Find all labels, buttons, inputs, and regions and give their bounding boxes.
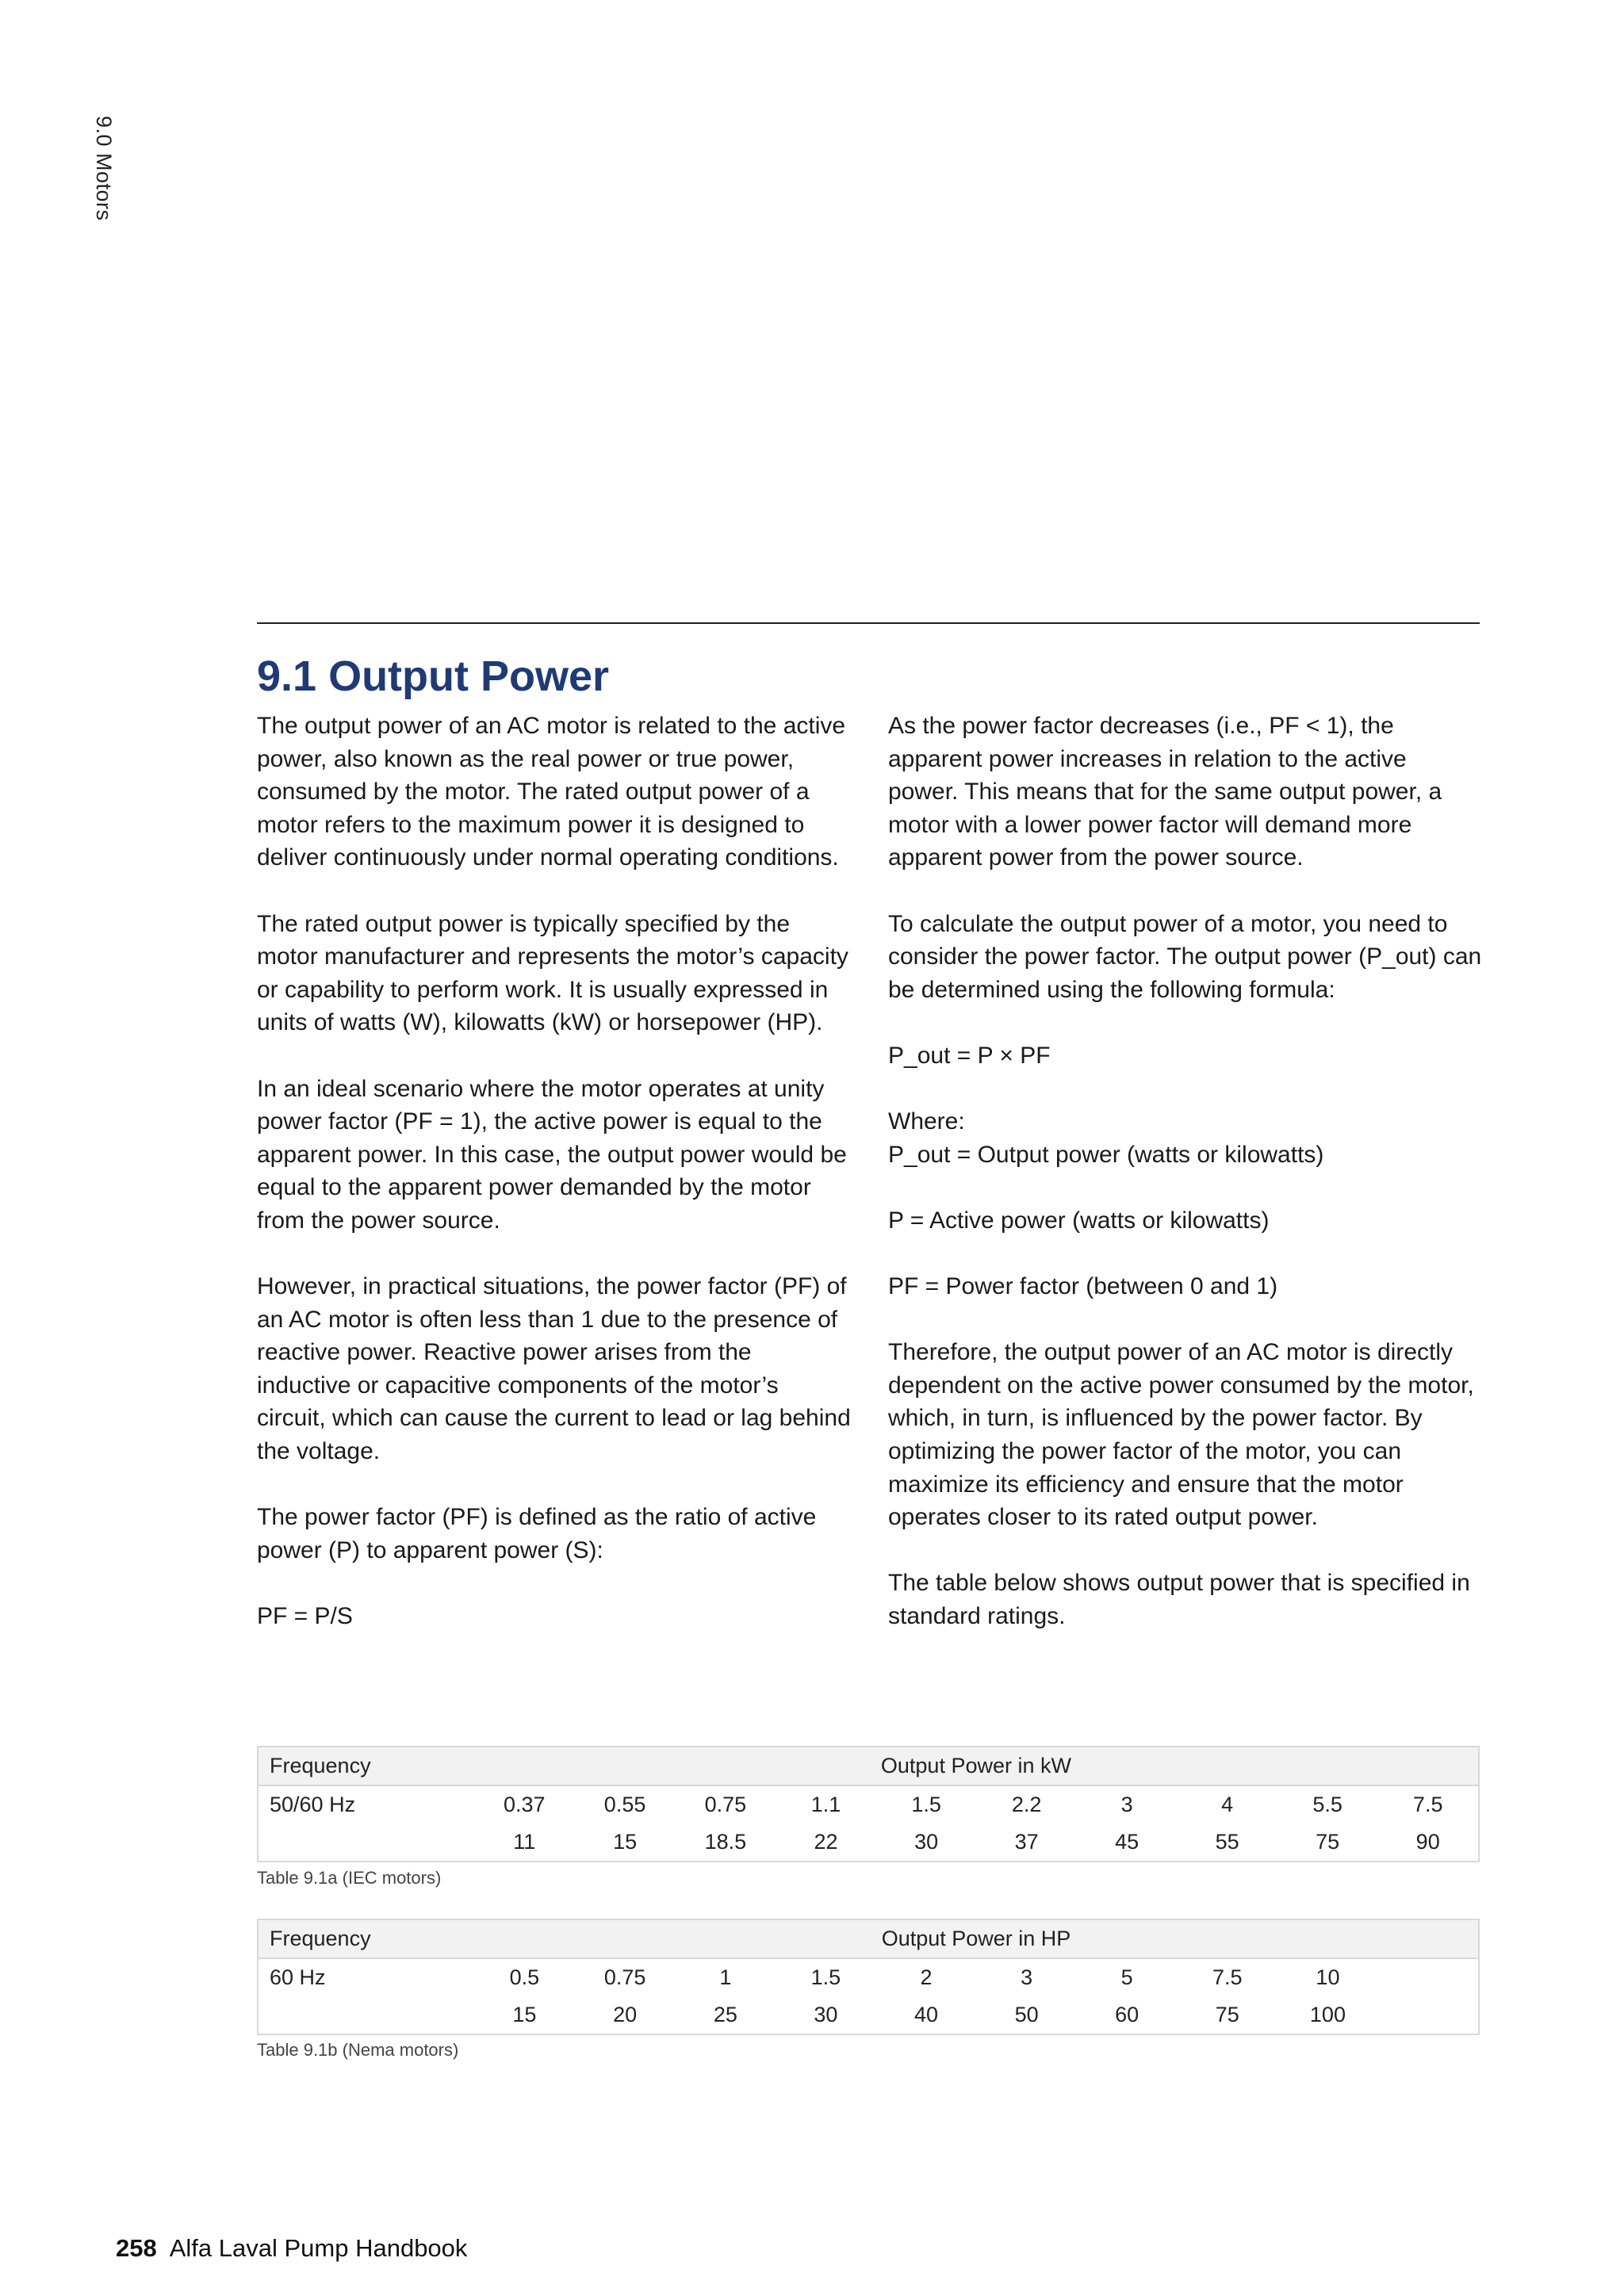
paragraph: As the power factor decreases (i.e., PF < 1), the apparent power increases in relation to the active power. This means that for the same output power, a motor with a lower power factor will demand more apparent power from the power source. <box>888 713 1442 871</box>
left-column <box>257 710 852 1633</box>
table-cell <box>1378 1996 1479 2034</box>
definition: P_out = Output power (watts or kilowatts) <box>888 1141 1324 1168</box>
table-cell: 22 <box>776 1823 876 1862</box>
table-cell: 25 <box>676 1996 776 2034</box>
title-divider <box>257 622 1480 624</box>
paragraph: The output power of an AC motor is related to the active power, also known as the real power or true power, consumed by the motor. The rated output power of a motor refers to the maximum power it is designed to deliver continuously under normal operating conditions. <box>257 713 846 871</box>
table-cell: 40 <box>876 1996 977 2034</box>
table-cell: 3 <box>1120 1793 1133 1816</box>
definition: PF = Power factor (between 0 and 1) <box>888 1273 1278 1300</box>
table-cell: 11 <box>474 1823 575 1862</box>
paragraph: However, in practical situations, the power factor (PF) of an AC motor is often less than 1 due to the presence of reactive power. Reactive power arises from the inductive or capacitive components of the motor’s circuit, which can cause the current to lead or lag behind the voltage. <box>257 1273 851 1465</box>
paragraph: The rated output power is typically specified by the motor manufacturer and represents the motor’s capacity or capability to perform work. It is usually expressed in units of watts (W), kilowatts (kW) or horsepower (HP). <box>257 910 848 1036</box>
table-cell: 3 <box>1021 1965 1033 1989</box>
table-header-frequency: Frequency <box>258 1747 474 1785</box>
table-cell: 1.5 <box>911 1793 941 1816</box>
table-cell: 1 <box>719 1965 732 1989</box>
table-cell: 50 <box>976 1996 1077 2034</box>
table-cell-frequency: 50/60 Hz <box>258 1785 474 1823</box>
table-cell: 0.37 <box>504 1793 546 1816</box>
table-cell: 0.75 <box>704 1793 747 1816</box>
iec-output-power-table <box>257 1746 1480 1862</box>
table-row <box>258 1996 1479 2034</box>
table-cell: 100 <box>1277 1996 1378 2034</box>
formula: PF = P/S <box>257 1603 353 1630</box>
table-cell: 30 <box>776 1996 876 2034</box>
table-row <box>258 1823 1479 1862</box>
table-cell: 2 <box>920 1965 933 1989</box>
table-cell: 37 <box>976 1823 1077 1862</box>
table-cell: 5.5 <box>1312 1793 1342 1816</box>
page-footer <box>116 2234 467 2263</box>
table-cell <box>1378 1958 1479 1996</box>
table-cell: 60 <box>1077 1996 1178 2034</box>
table-cell-frequency: 60 Hz <box>258 1958 474 1996</box>
table-cell: 18.5 <box>675 1823 776 1862</box>
table-row <box>258 1958 1479 1996</box>
table-cell: 4 <box>1221 1793 1234 1816</box>
table-caption: Table 9.1a (IEC motors) <box>257 1868 442 1888</box>
section-title: 9.1 Output Power <box>257 652 610 700</box>
table-cell: 15 <box>575 1823 676 1862</box>
right-column <box>888 710 1483 1633</box>
table-cell: 7.5 <box>1212 1965 1243 1989</box>
table-cell: 75 <box>1277 1823 1378 1862</box>
table-cell: 90 <box>1377 1823 1479 1862</box>
table-header-row <box>258 1919 1479 1958</box>
table-cell-frequency <box>258 1996 474 2034</box>
paragraph: To calculate the output power of a motor, you need to consider the power factor. The output power (P_out) can be determined using the following formula: <box>888 910 1482 1003</box>
table-cell: 30 <box>876 1823 977 1862</box>
table-cell: 1.1 <box>810 1793 841 1816</box>
table-cell: 55 <box>1177 1823 1277 1862</box>
table-header-row <box>258 1747 1479 1785</box>
table-header-output-power: Output Power in kW <box>474 1747 1479 1785</box>
table-caption: Table 9.1b (Nema motors) <box>257 2040 459 2060</box>
table-cell: 0.75 <box>603 1965 646 1989</box>
paragraph: The power factor (PF) is defined as the ratio of active power (P) to apparent power (S): <box>257 1504 817 1563</box>
definition: P = Active power (watts or kilowatts) <box>888 1207 1270 1234</box>
table-cell: 2.2 <box>1011 1793 1042 1816</box>
section-side-label: 9.0 Motors <box>92 116 116 221</box>
table-cell: 10 <box>1316 1965 1340 1989</box>
book-title: Alfa Laval Pump Handbook <box>169 2234 468 2262</box>
formula: P_out = P × PF <box>888 1042 1051 1069</box>
table-cell: 20 <box>575 1996 676 2034</box>
table-header-frequency: Frequency <box>258 1919 474 1958</box>
where-label: Where: <box>888 1108 965 1135</box>
table-cell: 5 <box>1120 1965 1133 1989</box>
table-cell: 15 <box>474 1996 575 2034</box>
paragraph: Therefore, the output power of an AC motor is directly dependent on the active power consumed by the motor, which, in turn, is influenced by the power factor. By optimizing the power factor of the motor, you can maximize its efficiency and ensure that the motor operates closer to its rated output power. <box>888 1339 1474 1531</box>
nema-output-power-table <box>257 1919 1480 2035</box>
page-number: 258 <box>116 2234 157 2262</box>
table-cell: 45 <box>1077 1823 1177 1862</box>
table-header-output-power: Output Power in HP <box>474 1919 1479 1958</box>
table-cell: 0.5 <box>509 1965 540 1989</box>
table-cell: 75 <box>1177 1996 1277 2034</box>
table-cell-frequency <box>258 1823 474 1862</box>
paragraph: In an ideal scenario where the motor operates at unity power factor (PF = 1), the active power is equal to the apparent power. In this case, the output power would be equal to the apparent power demanded by the motor from the power source. <box>257 1075 847 1234</box>
paragraph: The table below shows output power that is specified in standard ratings. <box>888 1570 1470 1630</box>
table-cell: 1.5 <box>810 1965 841 1989</box>
table-row <box>258 1785 1479 1823</box>
table-cell: 7.5 <box>1377 1785 1479 1823</box>
table-cell: 0.55 <box>603 1793 646 1816</box>
